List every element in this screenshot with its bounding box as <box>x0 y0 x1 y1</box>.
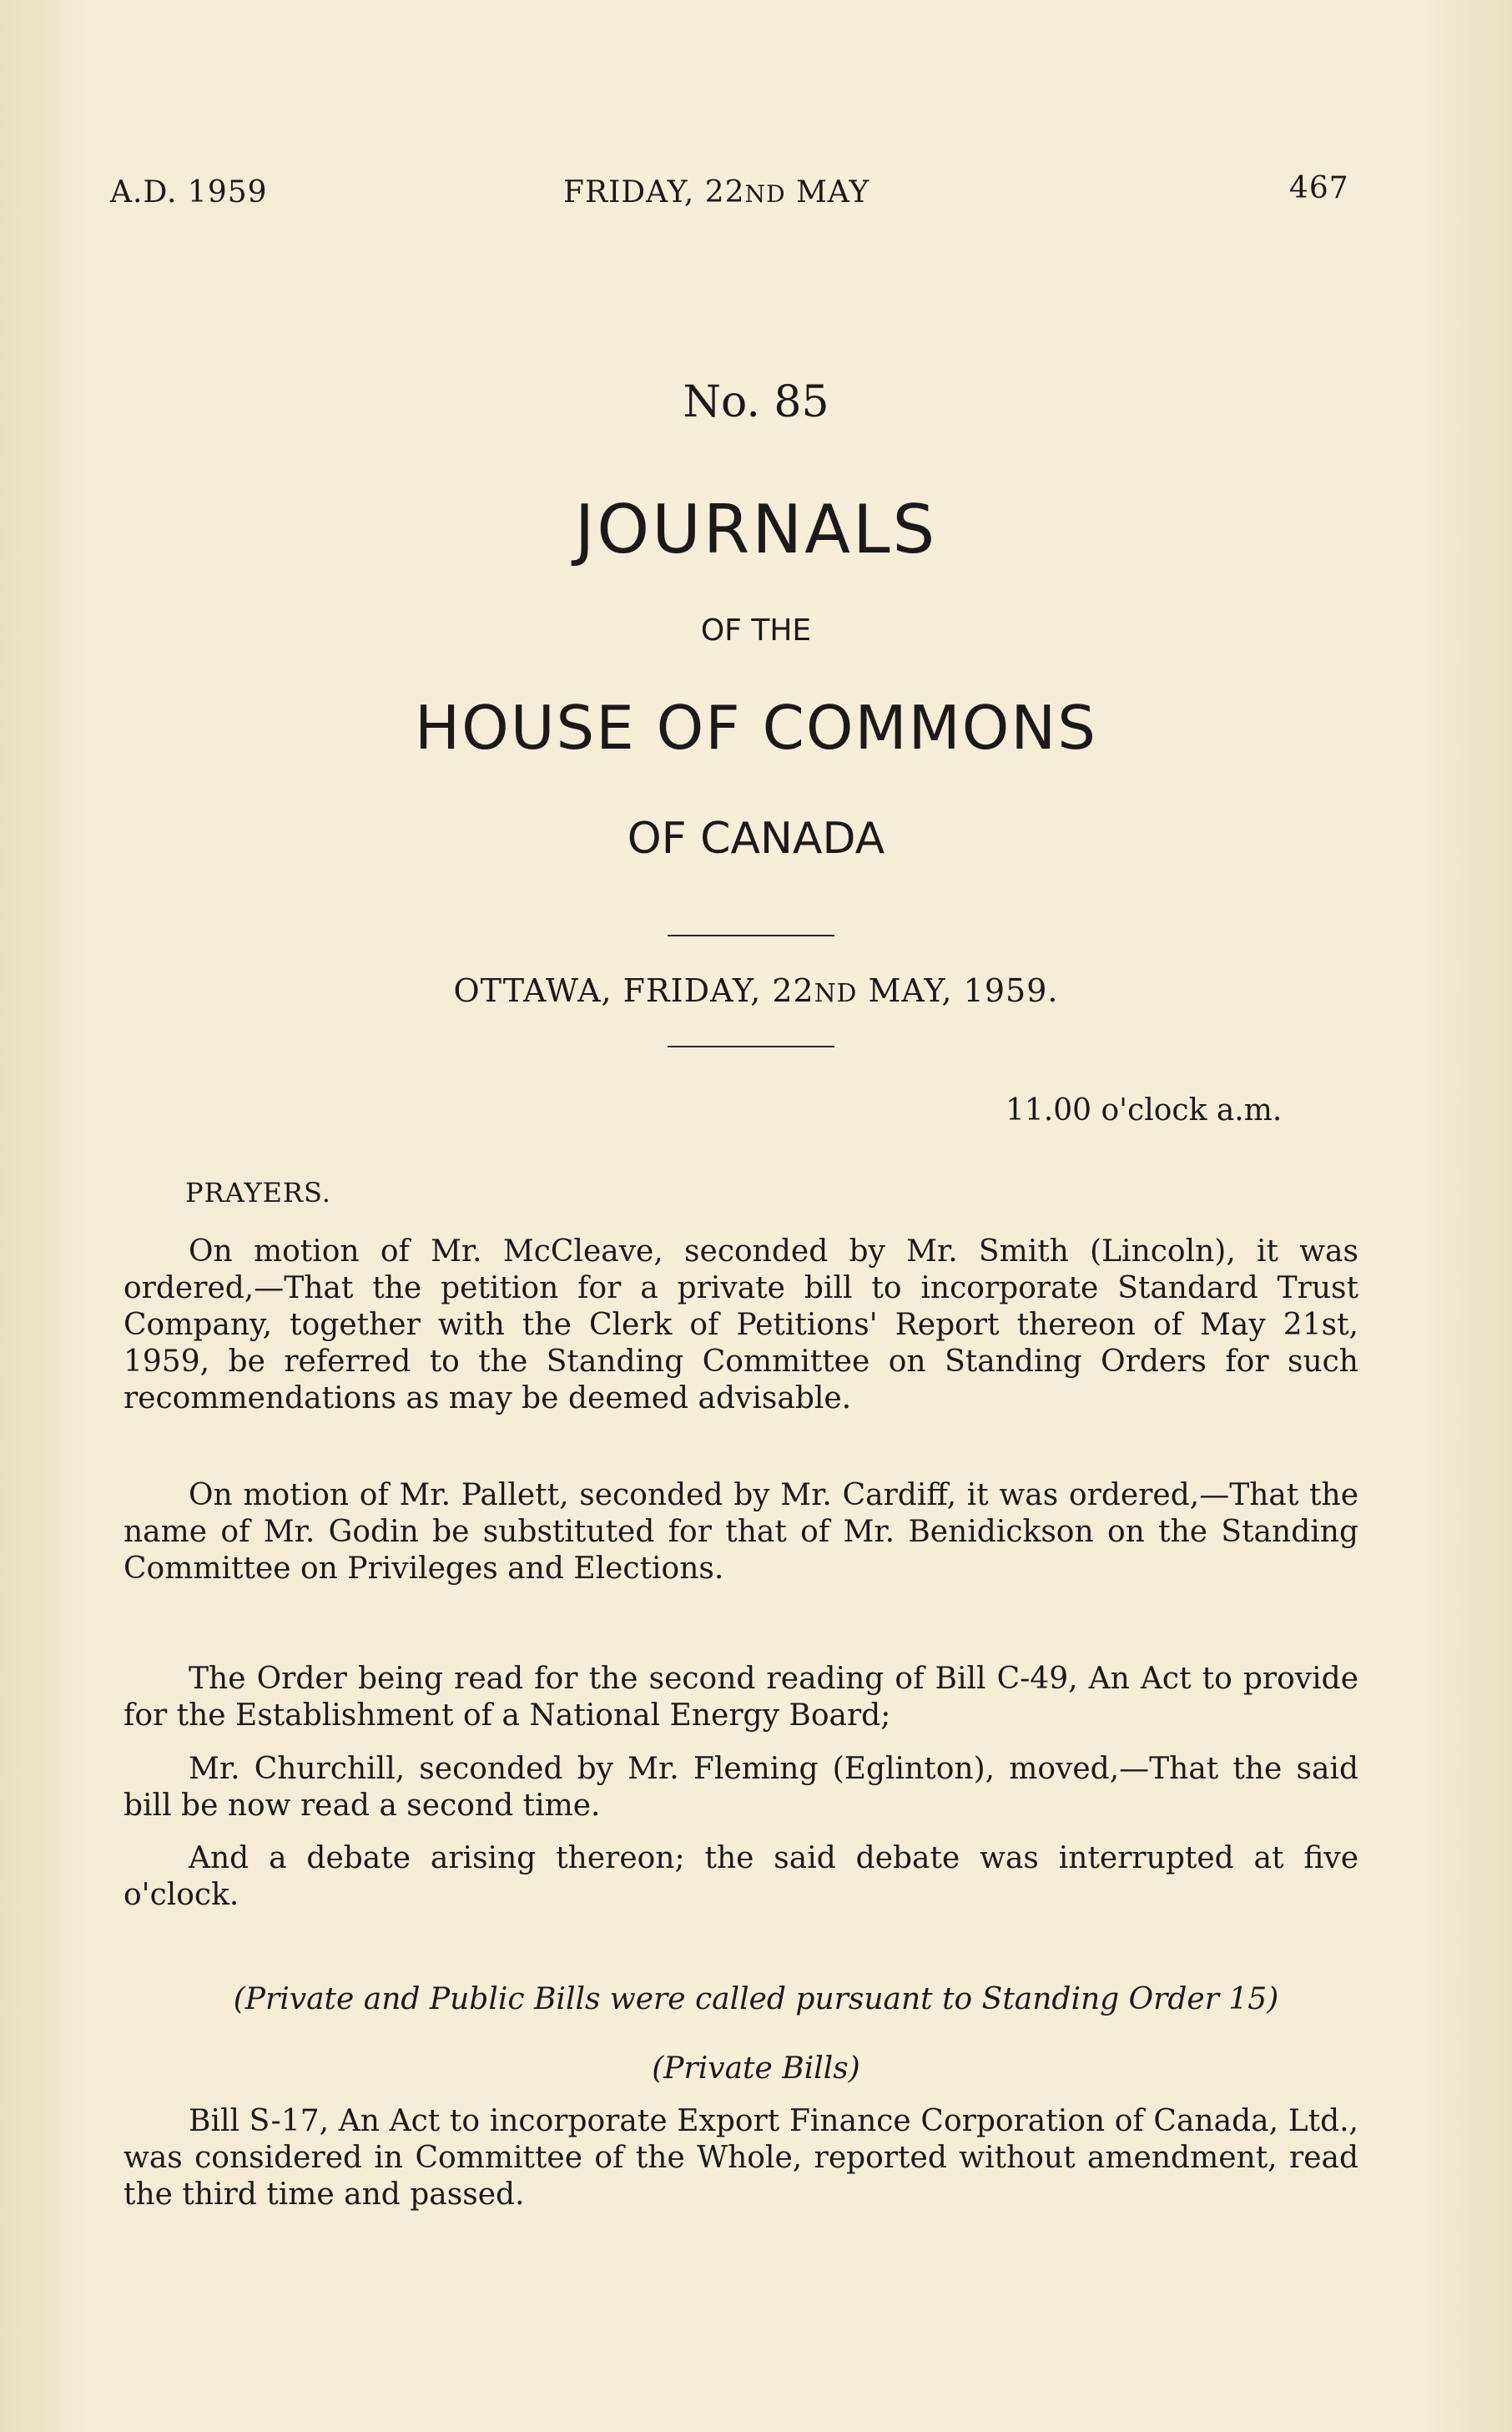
divider-bottom <box>668 1046 834 1047</box>
dateline: OTTAWA, FRIDAY, 22ND MAY, 1959. <box>453 972 1059 1009</box>
sitting-time: 11.00 o'clock a.m. <box>1005 1093 1283 1128</box>
paragraph-bill-c49-order: The Order being read for the second reading of Bill C-49, An Act to provide for the Establishment of a National Energy Board; <box>123 1662 1358 1733</box>
paragraph-churchill-motion: Mr. Churchill, seconded by Mr. Fleming (Eglinton), moved,—That the said bill be now read a second time. <box>123 1752 1358 1823</box>
prayers-heading: PRAYERS. <box>185 1177 331 1208</box>
divider-top <box>668 935 834 936</box>
of-canada-line: OF CANADA <box>627 814 885 864</box>
of-the-line: OF THE <box>700 613 812 648</box>
journal-number: No. 85 <box>683 377 829 427</box>
paragraph-debate: And a debate arising thereon; the said debate was interrupted at five o'clock. <box>123 1841 1358 1912</box>
header-year: A.D. 1959 <box>110 175 268 209</box>
paragraph-pallett-motion: On motion of Mr. Pallett, seconded by Mr. Cardiff, it was ordered,—That the name of Mr. Godin be substituted for that of Mr. Benidickson on the Standing Committee on Privileges and Elections. <box>123 1478 1358 1586</box>
page-number: 467 <box>1289 171 1349 205</box>
header-date: FRIDAY, 22ND MAY <box>563 175 870 209</box>
private-public-bills-note: (Private and Public Bills were called pursuant to Standing Order 15) <box>233 1982 1279 2016</box>
paragraph-mccleave-motion: On motion of Mr. McCleave, seconded by Mr. Smith (Lincoln), it was ordered,—That the petition for a private bill to incorporate Standard Trust Company, together with the Clerk of Petitions' Report thereon of May 21st, 1959, be referred to the Standing Committee on Standing Orders for such recommendations as may be deemed advisable. <box>123 1234 1358 1415</box>
private-bills-heading: (Private Bills) <box>652 2051 860 2086</box>
journals-title: JOURNALS <box>574 491 938 568</box>
paragraph-bill-s17: Bill S-17, An Act to incorporate Export Finance Corporation of Canada, Ltd., was considered in Committee of the Whole, reported without amendment, read the third time and passed. <box>123 2104 1358 2212</box>
house-title: HOUSE OF COMMONS <box>415 693 1097 763</box>
